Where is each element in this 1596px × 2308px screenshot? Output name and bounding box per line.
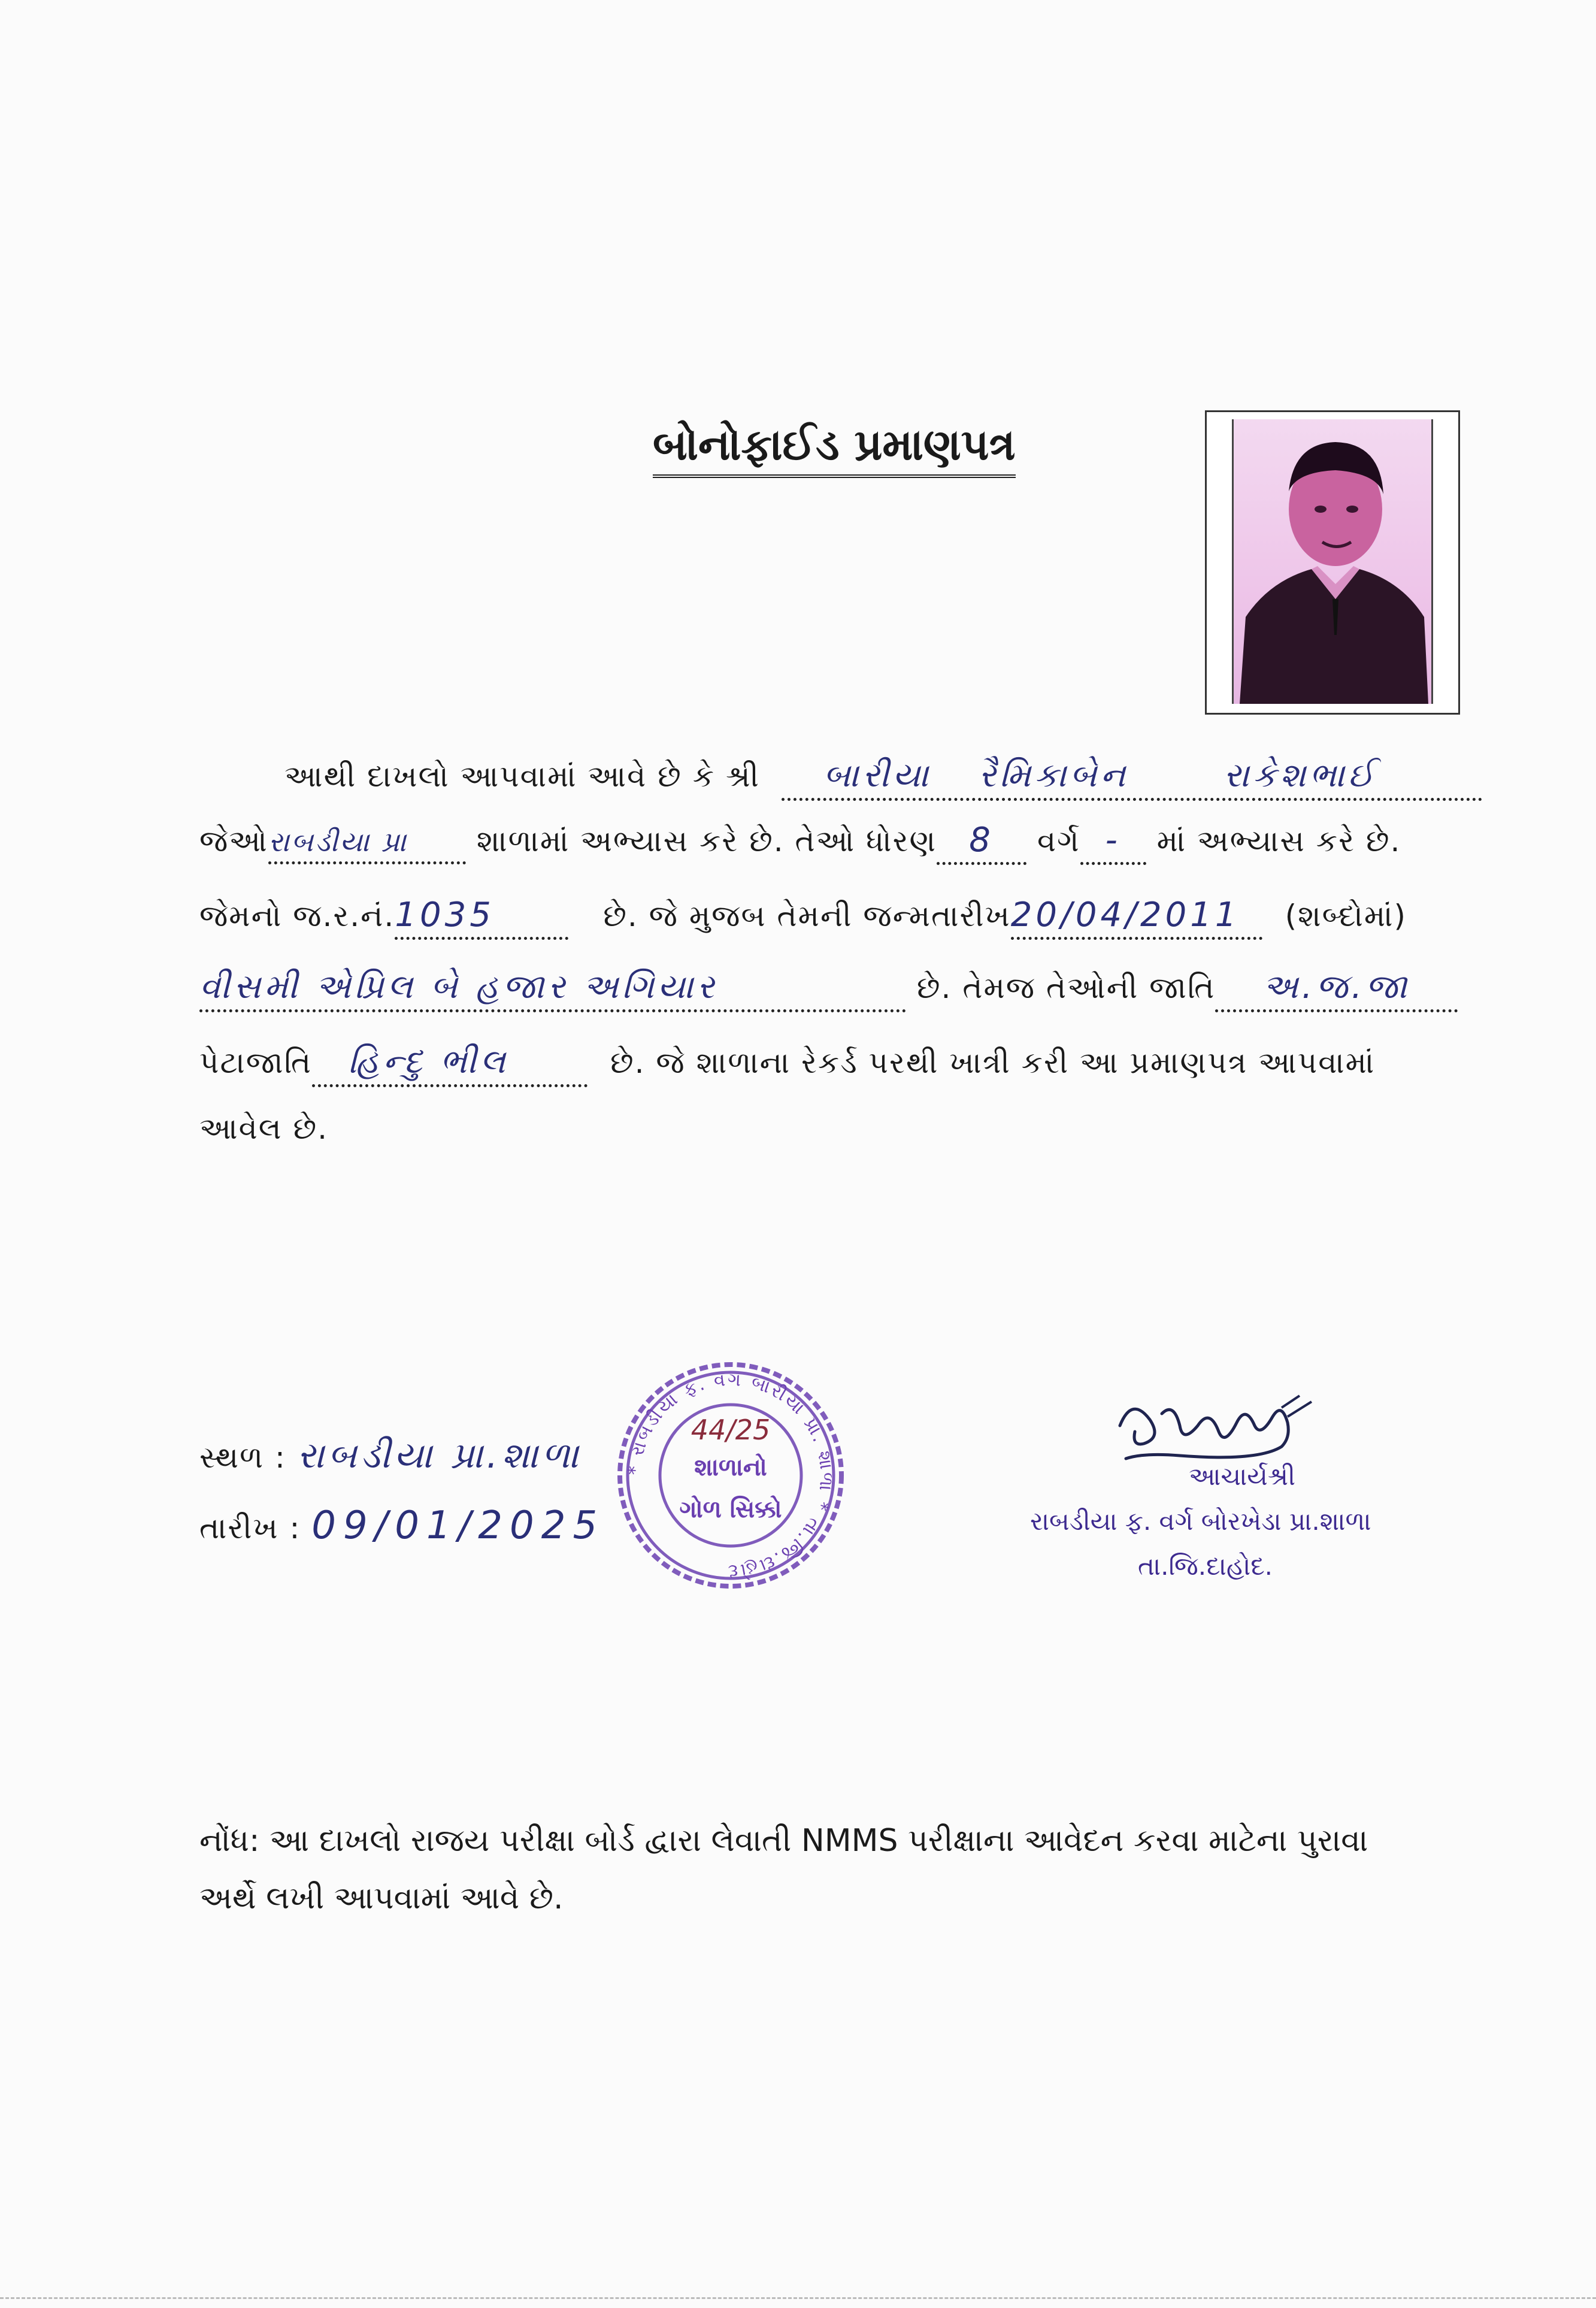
footer-note: નોંધ: આ દાખલો રાજય પરીક્ષા બોર્ડ દ્વારા લેવાતી NMMS પરીક્ષાના આવેદન કરવા માટેના પુરાવા અર્થે લખી આપવામાં આવે છે. bbox=[199, 1823, 1368, 1916]
student-name-field bbox=[782, 756, 1482, 801]
birth-date-field bbox=[1011, 896, 1262, 940]
student-photo bbox=[1232, 419, 1433, 704]
stamp-outer-text: * રાબડીયા ફ. વગ બારીયા પ્રા. શાળા * તા.જિ.દાહોદ bbox=[624, 1369, 837, 1582]
standard-value: 8 bbox=[969, 821, 994, 860]
birth-date-words-field bbox=[199, 967, 906, 1012]
signature-role: આચાર્યશ્રી bbox=[1189, 1462, 1295, 1491]
line2-prefix: જેઓ bbox=[199, 824, 268, 858]
line4-mid: છે. તેમજ તેઓની જાતિ bbox=[916, 970, 1216, 1005]
place-value: રાબડીયા પ્રા.શાળા bbox=[296, 1435, 582, 1477]
line3-mid: છે. જે મુજબ તેમની જન્મતારીખ bbox=[603, 899, 1011, 933]
body-line-1 bbox=[284, 756, 1482, 801]
line2-varg: વર્ગ bbox=[1037, 824, 1080, 858]
body-line-6: આવેલ છે. bbox=[199, 1111, 328, 1146]
line2-suffix: માં અભ્યાસ કરે છે. bbox=[1156, 824, 1401, 858]
date-value: 09/01/2025 bbox=[311, 1504, 605, 1548]
office-line-1: રાબડીયા ફ. વર્ગ બોરખેડા પ્રા.શાળા bbox=[1030, 1507, 1371, 1536]
division-value: - bbox=[1105, 821, 1121, 860]
body-line-3 bbox=[199, 896, 1407, 940]
date-label: તારીખ : bbox=[199, 1511, 301, 1545]
student-photo-frame bbox=[1205, 410, 1460, 715]
school-handwritten: રાબડીયા પ્રા bbox=[268, 825, 408, 858]
principal-signature bbox=[1108, 1390, 1324, 1474]
division-field bbox=[1080, 821, 1146, 865]
line3-prefix: જેમનો જ.ર.નં. bbox=[199, 899, 395, 933]
gr-number-field bbox=[395, 896, 568, 940]
line5-prefix: પેટાજાતિ bbox=[199, 1045, 313, 1080]
school-round-stamp bbox=[614, 1359, 847, 1592]
body-line-2 bbox=[199, 821, 1401, 865]
school-field bbox=[268, 824, 466, 864]
line5-suffix: છે. જે શાળાના રેકર્ડ પરથી ખાત્રી કરી આ પ્રમાણપત્ર આપવામાં bbox=[610, 1045, 1376, 1080]
subcaste-field bbox=[312, 1042, 587, 1087]
place-label: સ્થળ : bbox=[199, 1440, 286, 1475]
student-name-middle: રૈમિકાબેન bbox=[979, 756, 1129, 795]
student-name-first: બારીયા bbox=[823, 756, 932, 795]
student-name-last: રાકેશભાઈ bbox=[1224, 756, 1378, 795]
line1-prefix: આથી દાખલો આપવામાં આવે છે કે શ્રી bbox=[284, 759, 760, 794]
body-line-5 bbox=[199, 1042, 1375, 1087]
gr-number-value: 1035 bbox=[395, 896, 495, 934]
caste-field bbox=[1215, 967, 1458, 1012]
stamp-seal-graphic bbox=[614, 1359, 847, 1592]
stamp-number: 44/25 bbox=[691, 1414, 771, 1446]
signature-scrawl bbox=[1108, 1390, 1324, 1474]
certificate-title: બોનોફાઈડ પ્રમાણપત્ર bbox=[653, 419, 1016, 478]
page-bottom-edge bbox=[0, 2297, 1596, 2308]
birth-date-value: 20/04/2011 bbox=[1010, 896, 1240, 934]
line3-suffix: (શબ્દોમાં) bbox=[1285, 899, 1407, 933]
standard-field bbox=[937, 821, 1026, 865]
office-line-2: તા.જિ.દાહોદ. bbox=[1138, 1551, 1273, 1581]
body-line-4 bbox=[199, 967, 1458, 1012]
line2-mid: શાળામાં અભ્યાસ કરે છે. તેઓ ધોરણ bbox=[476, 824, 937, 858]
student-portrait-image bbox=[1234, 419, 1431, 704]
place-row bbox=[199, 1435, 582, 1477]
stamp-line-2: શાળાનો bbox=[694, 1454, 767, 1481]
subcaste-value: હિન્દુ ભીલ bbox=[348, 1042, 509, 1081]
date-row bbox=[199, 1504, 604, 1548]
birth-date-words-value: વીસમી એપ્રિલ બે હજાર અગિયાર bbox=[199, 967, 718, 1006]
caste-value: અ.જ.જા bbox=[1262, 967, 1411, 1006]
stamp-line-3: ગોળ સિક્કો bbox=[679, 1496, 782, 1523]
